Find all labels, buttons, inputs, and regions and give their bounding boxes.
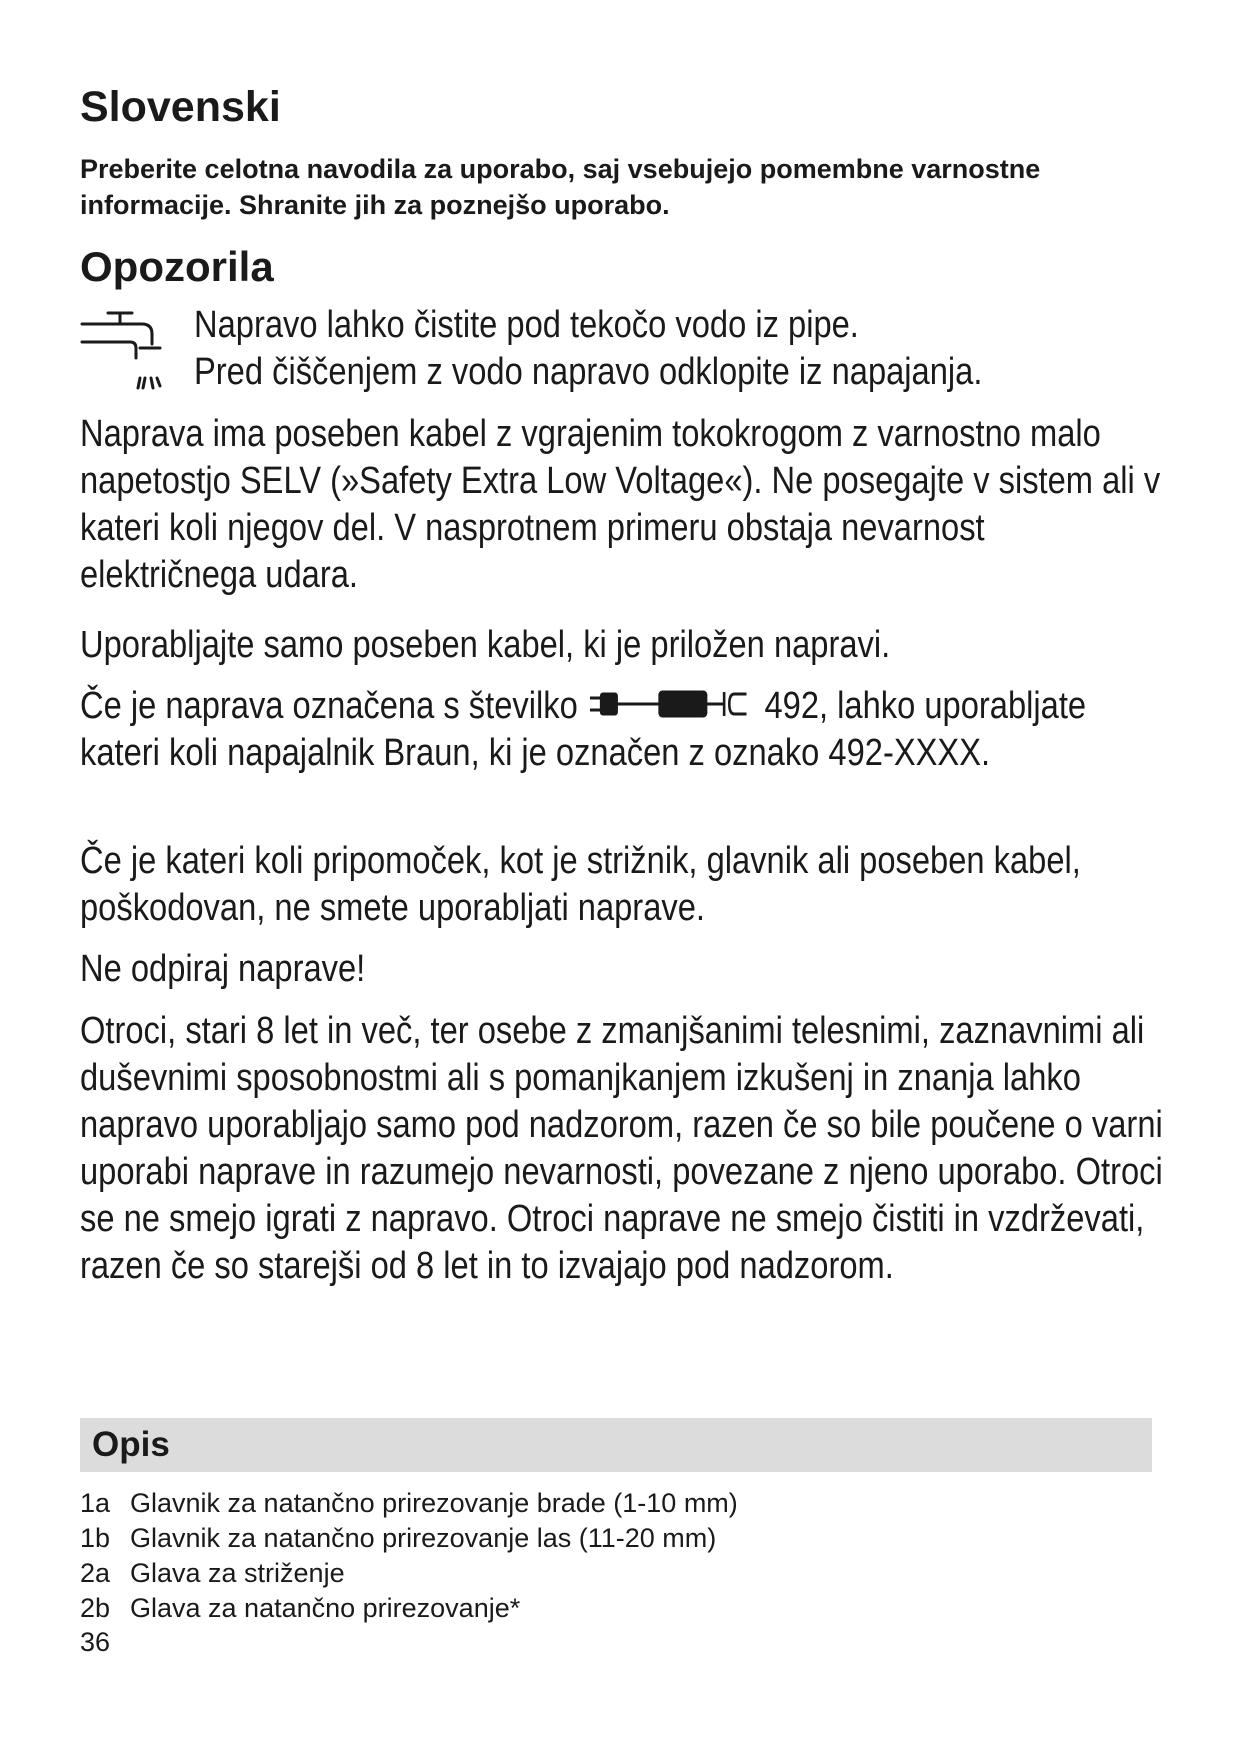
warnings-title: Opozorila bbox=[80, 243, 274, 290]
item-text: Glavnik za natančno prirezovanje las (11-20 mm) bbox=[130, 1523, 717, 1553]
warning-paragraph-damaged: Če je kateri koli pripomoček, kot je strižnik, glavnik ali poseben kabel, poškodovan, ne smete uporabljati naprave. bbox=[80, 840, 1081, 929]
item-number: 2a bbox=[80, 1558, 111, 1588]
intro-text: Preberite celotna navodila za uporabo, saj vsebujejo pomembne varnostne informacije. Shranite jih za poznejšo uporabo. bbox=[80, 154, 1041, 220]
description-header-bar bbox=[80, 1418, 1152, 1472]
list-item bbox=[80, 1591, 1180, 1626]
list-item bbox=[80, 1521, 1180, 1556]
description-title: Opis bbox=[92, 1425, 170, 1464]
warning-paragraph-selv: Naprava ima poseben kabel z vgrajenim tokokrogom z varnostno malo napetostjo SELV (»Safety Extra Low Voltage«). Ne posegajte v sistem ali v kateri koli njegov del. V nasprotnem primeru obstaja nevarnost električnega udara. bbox=[80, 413, 1161, 596]
warning-paragraph-cable: Uporabljajte samo poseben kabel, ki je priložen napravi. bbox=[80, 624, 891, 666]
tap-cleaning-note bbox=[80, 302, 1200, 402]
item-text: Glavnik za natančno prirezovanje brade (1-10 mm) bbox=[130, 1488, 738, 1518]
water-tap-icon bbox=[80, 308, 170, 394]
list-item bbox=[80, 1556, 1180, 1591]
item-text: Glava za natančno prirezovanje* bbox=[130, 1593, 521, 1623]
list-item bbox=[80, 1486, 1180, 1521]
item-text: Glava za striženje bbox=[130, 1558, 345, 1588]
warning-paragraph-do-not-open: Ne odpiraj naprave! bbox=[80, 948, 366, 990]
item-number: 1b bbox=[80, 1523, 111, 1553]
description-list bbox=[80, 1486, 1180, 1626]
item-number: 1a bbox=[80, 1488, 111, 1518]
warning-paragraph-children: Otroci, stari 8 let in več, ter osebe z zmanjšanimi telesnimi, zaznavnimi ali duševnimi sposobnostmi ali s pomanjkanjem izkušenj in znanja lahko napravo uporabljajo samo pod nadzorom, razen če so bile poučene o varni uporabi naprave in razumejo nevarnosti, povezane z njeno uporabo. Otroci se ne smejo igrati z napravo. Otroci naprave ne smejo čistiti in vzdrževati, razen če so starejši od 8 let in to izvajajo pod nadzorom. bbox=[80, 1010, 1163, 1287]
item-number: 2b bbox=[80, 1593, 111, 1623]
tap-line-2: Pred čiščenjem z vodo napravo odklopite iz napajanja. bbox=[194, 351, 983, 393]
power-supply-text-before: Če je naprava označena s številko bbox=[80, 685, 578, 727]
warning-paragraph-power-supply bbox=[80, 683, 1164, 777]
power-plug-cable-icon bbox=[589, 688, 754, 720]
tap-line-1: Napravo lahko čistite pod tekočo vodo iz pipe. bbox=[194, 304, 859, 346]
language-title: Slovenski bbox=[80, 83, 281, 131]
page-number: 36 bbox=[80, 1627, 111, 1657]
power-supply-text-after: 492, lahko uporabljate kateri koli napajalnik Braun, ki je označen z oznako 492-XXXX. bbox=[80, 685, 1087, 774]
